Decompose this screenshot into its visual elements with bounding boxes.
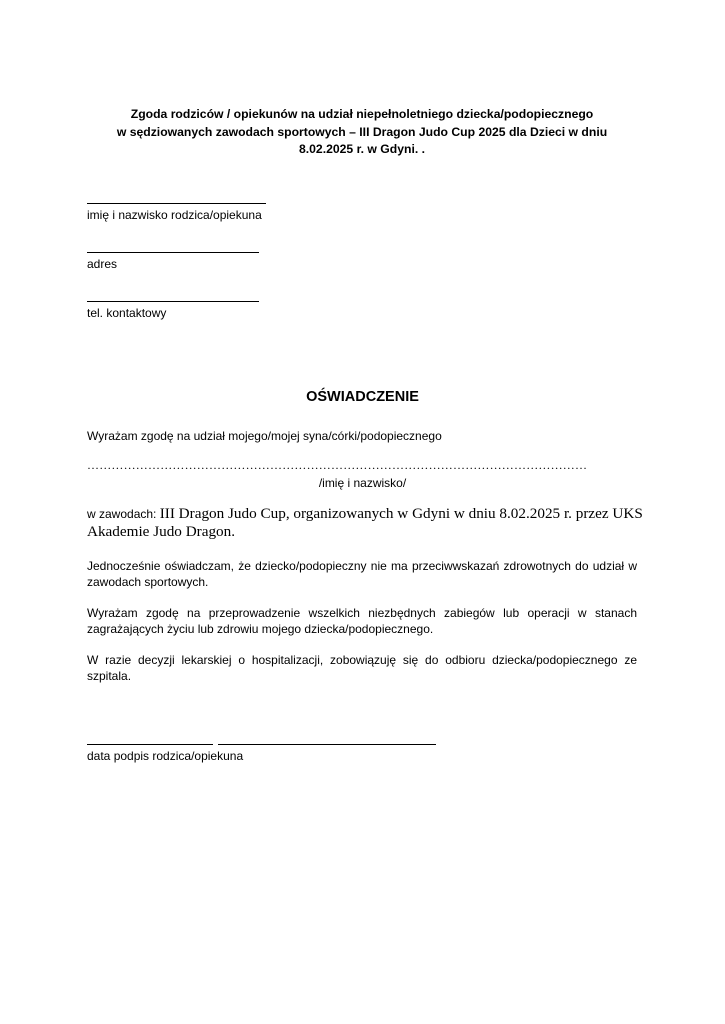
event-paragraph xyxy=(87,505,647,541)
event-text: III Dragon Judo Cup, organizowanych w Gdyni w dniu 8.02.2025 r. przez UKS Akademie Judo Dragon. xyxy=(87,505,643,540)
signature-label: data podpis rodzica/opiekuna xyxy=(87,749,244,763)
address-line xyxy=(87,252,259,253)
address-field xyxy=(87,252,259,271)
health-statement: Jednocześnie oświadczam, że dziecko/podopieczny nie ma przeciwwskazań zdrowotnych do udział w zawodach sportowych. xyxy=(87,559,637,589)
parent-name-field xyxy=(87,203,266,222)
address-label: adres xyxy=(87,257,118,271)
event-prefix: w zawodach: xyxy=(87,507,160,521)
document-title xyxy=(92,106,632,159)
parent-name-label: imię i nazwisko rodzica/opiekuna xyxy=(87,208,262,222)
child-name-dotted-line: …………………………………………………………………………………………………………… xyxy=(87,458,588,472)
hospital-statement: W razie decyzji lekarskiej o hospitalizacji, zobowiązuję się do odbioru dziecka/podopiecznego ze szpitala. xyxy=(87,653,637,683)
consent-intro: Wyrażam zgodę na udział mojego/mojej syna/córki/podopiecznego xyxy=(87,429,442,443)
title-line-1: Zgoda rodziców / opiekunów na udział niepełnoletniego dziecka/podopiecznego xyxy=(130,107,594,121)
statement-heading: OŚWIADCZENIE xyxy=(306,389,419,405)
phone-label: tel. kontaktowy xyxy=(87,306,167,320)
child-name-label: /imię i nazwisko/ xyxy=(318,476,407,490)
procedures-consent: Wyrażam zgodę na przeprowadzenie wszelkich niezbędnych zabiegów lub operacji w stanach zagrażających życiu lub zdrowiu mojego dziecka/podopiecznego. xyxy=(87,606,637,636)
phone-field xyxy=(87,301,259,320)
date-line xyxy=(87,744,213,745)
title-line-3: 8.02.2025 r. w Gdyni. . xyxy=(298,142,425,156)
signature-lines xyxy=(87,744,437,745)
title-line-2: w sędziowanych zawodach sportowych – III Dragon Judo Cup 2025 dla Dzieci w dniu xyxy=(116,124,608,139)
phone-line xyxy=(87,301,259,302)
parent-name-line xyxy=(87,203,266,204)
signature-line xyxy=(218,744,436,745)
